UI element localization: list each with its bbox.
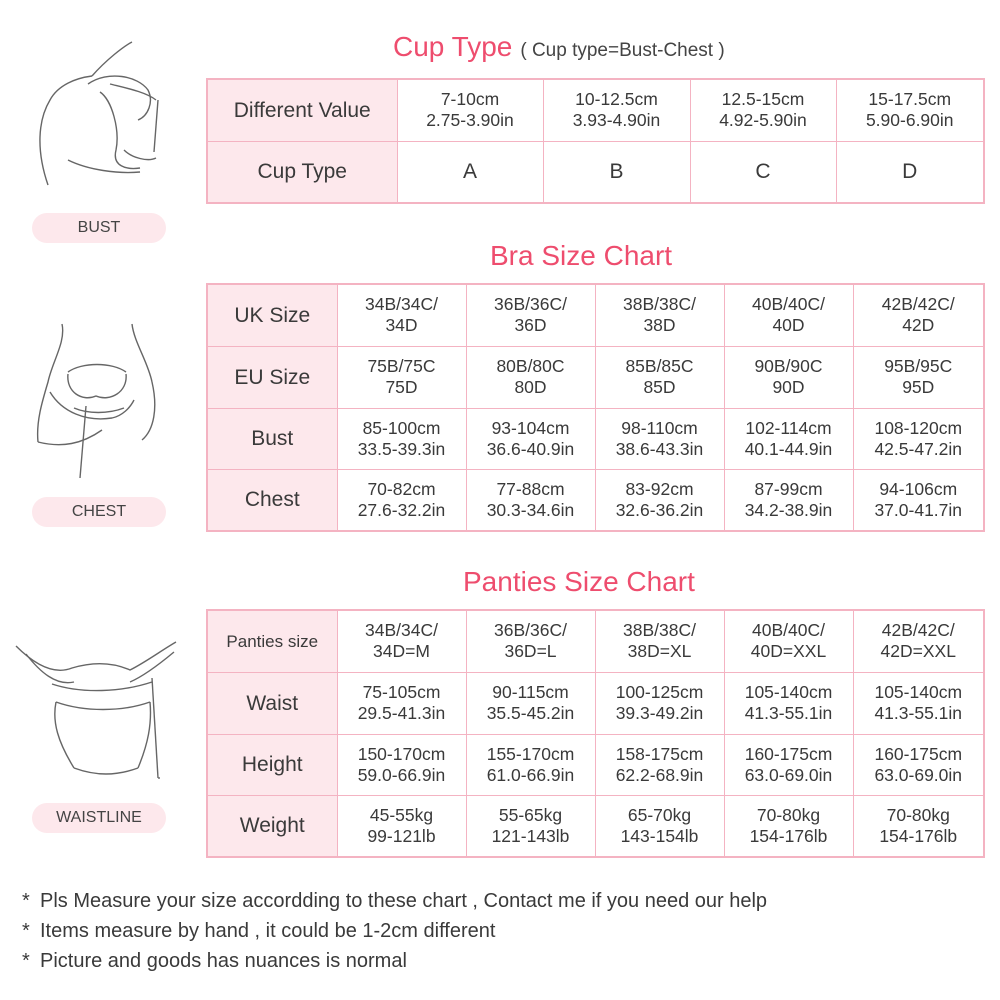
row-header-cup-type: Cup Type [207, 141, 397, 203]
table-row [207, 408, 984, 469]
cup-type-title [393, 31, 725, 63]
table-row [207, 79, 984, 141]
bullet-icon: * [22, 950, 30, 972]
table-row [207, 141, 984, 203]
table-row [207, 734, 984, 795]
cup-type-subtitle: ( Cup type=Bust-Chest ) [520, 40, 725, 61]
table-cell: 7-10cm 2.75-3.90in [397, 79, 543, 141]
table-cell: 108-120cm 42.5-47.2in [853, 408, 984, 469]
table-cell: 160-175cm 63.0-69.0in [853, 734, 984, 795]
note-item [22, 918, 767, 948]
panties-size-chart-title: Panties Size Chart [463, 566, 695, 597]
table-cell: 150-170cm 59.0-66.9in [337, 734, 466, 795]
bra-size-chart-title: Bra Size Chart [490, 240, 673, 271]
bullet-icon: * [22, 920, 30, 942]
bra-size-table [206, 283, 985, 532]
table-cell: 70-80kg 154-176lb [853, 795, 984, 857]
table-cell: 80B/80C 80D [466, 346, 595, 408]
table-cell: 105-140cm 41.3-55.1in [724, 672, 853, 734]
table-cell: 158-175cm 62.2-68.9in [595, 734, 724, 795]
note-text: Items measure by hand , it could be 1-2cm different [40, 920, 496, 942]
table-cell: 34B/34C/ 34D=M [337, 610, 466, 672]
table-cell: 38B/38C/ 38D=XL [595, 610, 724, 672]
table-cell: 36B/36C/ 36D [466, 284, 595, 346]
panties-size-table [206, 609, 985, 858]
cup-type-table [206, 78, 985, 204]
table-cell: 12.5-15cm 4.92-5.90in [690, 79, 836, 141]
waistline-label: WAISTLINE [32, 803, 166, 833]
table-cell: 42B/42C/ 42D=XXL [853, 610, 984, 672]
row-header-eu-size: EU Size [207, 346, 337, 408]
table-cell: 75-105cm 29.5-41.3in [337, 672, 466, 734]
table-cell: 38B/38C/ 38D [595, 284, 724, 346]
table-cell: 70-80kg 154-176lb [724, 795, 853, 857]
table-cell: 83-92cm 32.6-36.2in [595, 469, 724, 531]
row-header-height: Height [207, 734, 337, 795]
table-row [207, 610, 984, 672]
table-cell: 10-12.5cm 3.93-4.90in [543, 79, 690, 141]
table-cell: 93-104cm 36.6-40.9in [466, 408, 595, 469]
table-cell: 100-125cm 39.3-49.2in [595, 672, 724, 734]
cup-type-title-text: Cup Type [393, 31, 513, 62]
row-header-chest: Chest [207, 469, 337, 531]
table-cell: 160-175cm 63.0-69.0in [724, 734, 853, 795]
table-cell: 95B/95C 95D [853, 346, 984, 408]
table-cell: C [690, 141, 836, 203]
notes-list [22, 888, 767, 978]
table-cell: 77-88cm 30.3-34.6in [466, 469, 595, 531]
row-header-panties-size: Panties size [207, 610, 337, 672]
table-row [207, 346, 984, 408]
table-cell: B [543, 141, 690, 203]
table-cell: 155-170cm 61.0-66.9in [466, 734, 595, 795]
table-cell: 85-100cm 33.5-39.3in [337, 408, 466, 469]
note-text: Picture and goods has nuances is normal [40, 950, 407, 972]
row-header-uk-size: UK Size [207, 284, 337, 346]
table-cell: 55-65kg 121-143lb [466, 795, 595, 857]
table-cell: 45-55kg 99-121lb [337, 795, 466, 857]
bust-illustration [28, 40, 168, 190]
table-cell: 70-82cm 27.6-32.2in [337, 469, 466, 531]
table-cell: 87-99cm 34.2-38.9in [724, 469, 853, 531]
table-cell: 36B/36C/ 36D=L [466, 610, 595, 672]
row-header-weight: Weight [207, 795, 337, 857]
table-cell: 75B/75C 75D [337, 346, 466, 408]
chest-label: CHEST [32, 497, 166, 527]
table-cell: A [397, 141, 543, 203]
chest-illustration [22, 322, 172, 482]
bullet-icon: * [22, 890, 30, 912]
table-cell: 85B/85C 85D [595, 346, 724, 408]
table-cell: 90-115cm 35.5-45.2in [466, 672, 595, 734]
note-item [22, 948, 767, 978]
waistline-illustration [12, 632, 182, 782]
table-cell: 102-114cm 40.1-44.9in [724, 408, 853, 469]
table-cell: 40B/40C/ 40D=XXL [724, 610, 853, 672]
table-cell: 90B/90C 90D [724, 346, 853, 408]
table-cell: 65-70kg 143-154lb [595, 795, 724, 857]
table-cell: D [836, 141, 984, 203]
row-header-different-value: Different Value [207, 79, 397, 141]
row-header-bust: Bust [207, 408, 337, 469]
table-cell: 15-17.5cm 5.90-6.90in [836, 79, 984, 141]
table-cell: 94-106cm 37.0-41.7in [853, 469, 984, 531]
table-row [207, 795, 984, 857]
note-text: Pls Measure your size accordding to these chart , Contact me if you need our help [40, 890, 768, 912]
table-cell: 42B/42C/ 42D [853, 284, 984, 346]
table-cell: 40B/40C/ 40D [724, 284, 853, 346]
table-cell: 34B/34C/ 34D [337, 284, 466, 346]
table-row [207, 672, 984, 734]
table-row [207, 284, 984, 346]
table-cell: 98-110cm 38.6-43.3in [595, 408, 724, 469]
table-row [207, 469, 984, 531]
table-cell: 105-140cm 41.3-55.1in [853, 672, 984, 734]
row-header-waist: Waist [207, 672, 337, 734]
bust-label: BUST [32, 213, 166, 243]
note-item [22, 888, 767, 918]
